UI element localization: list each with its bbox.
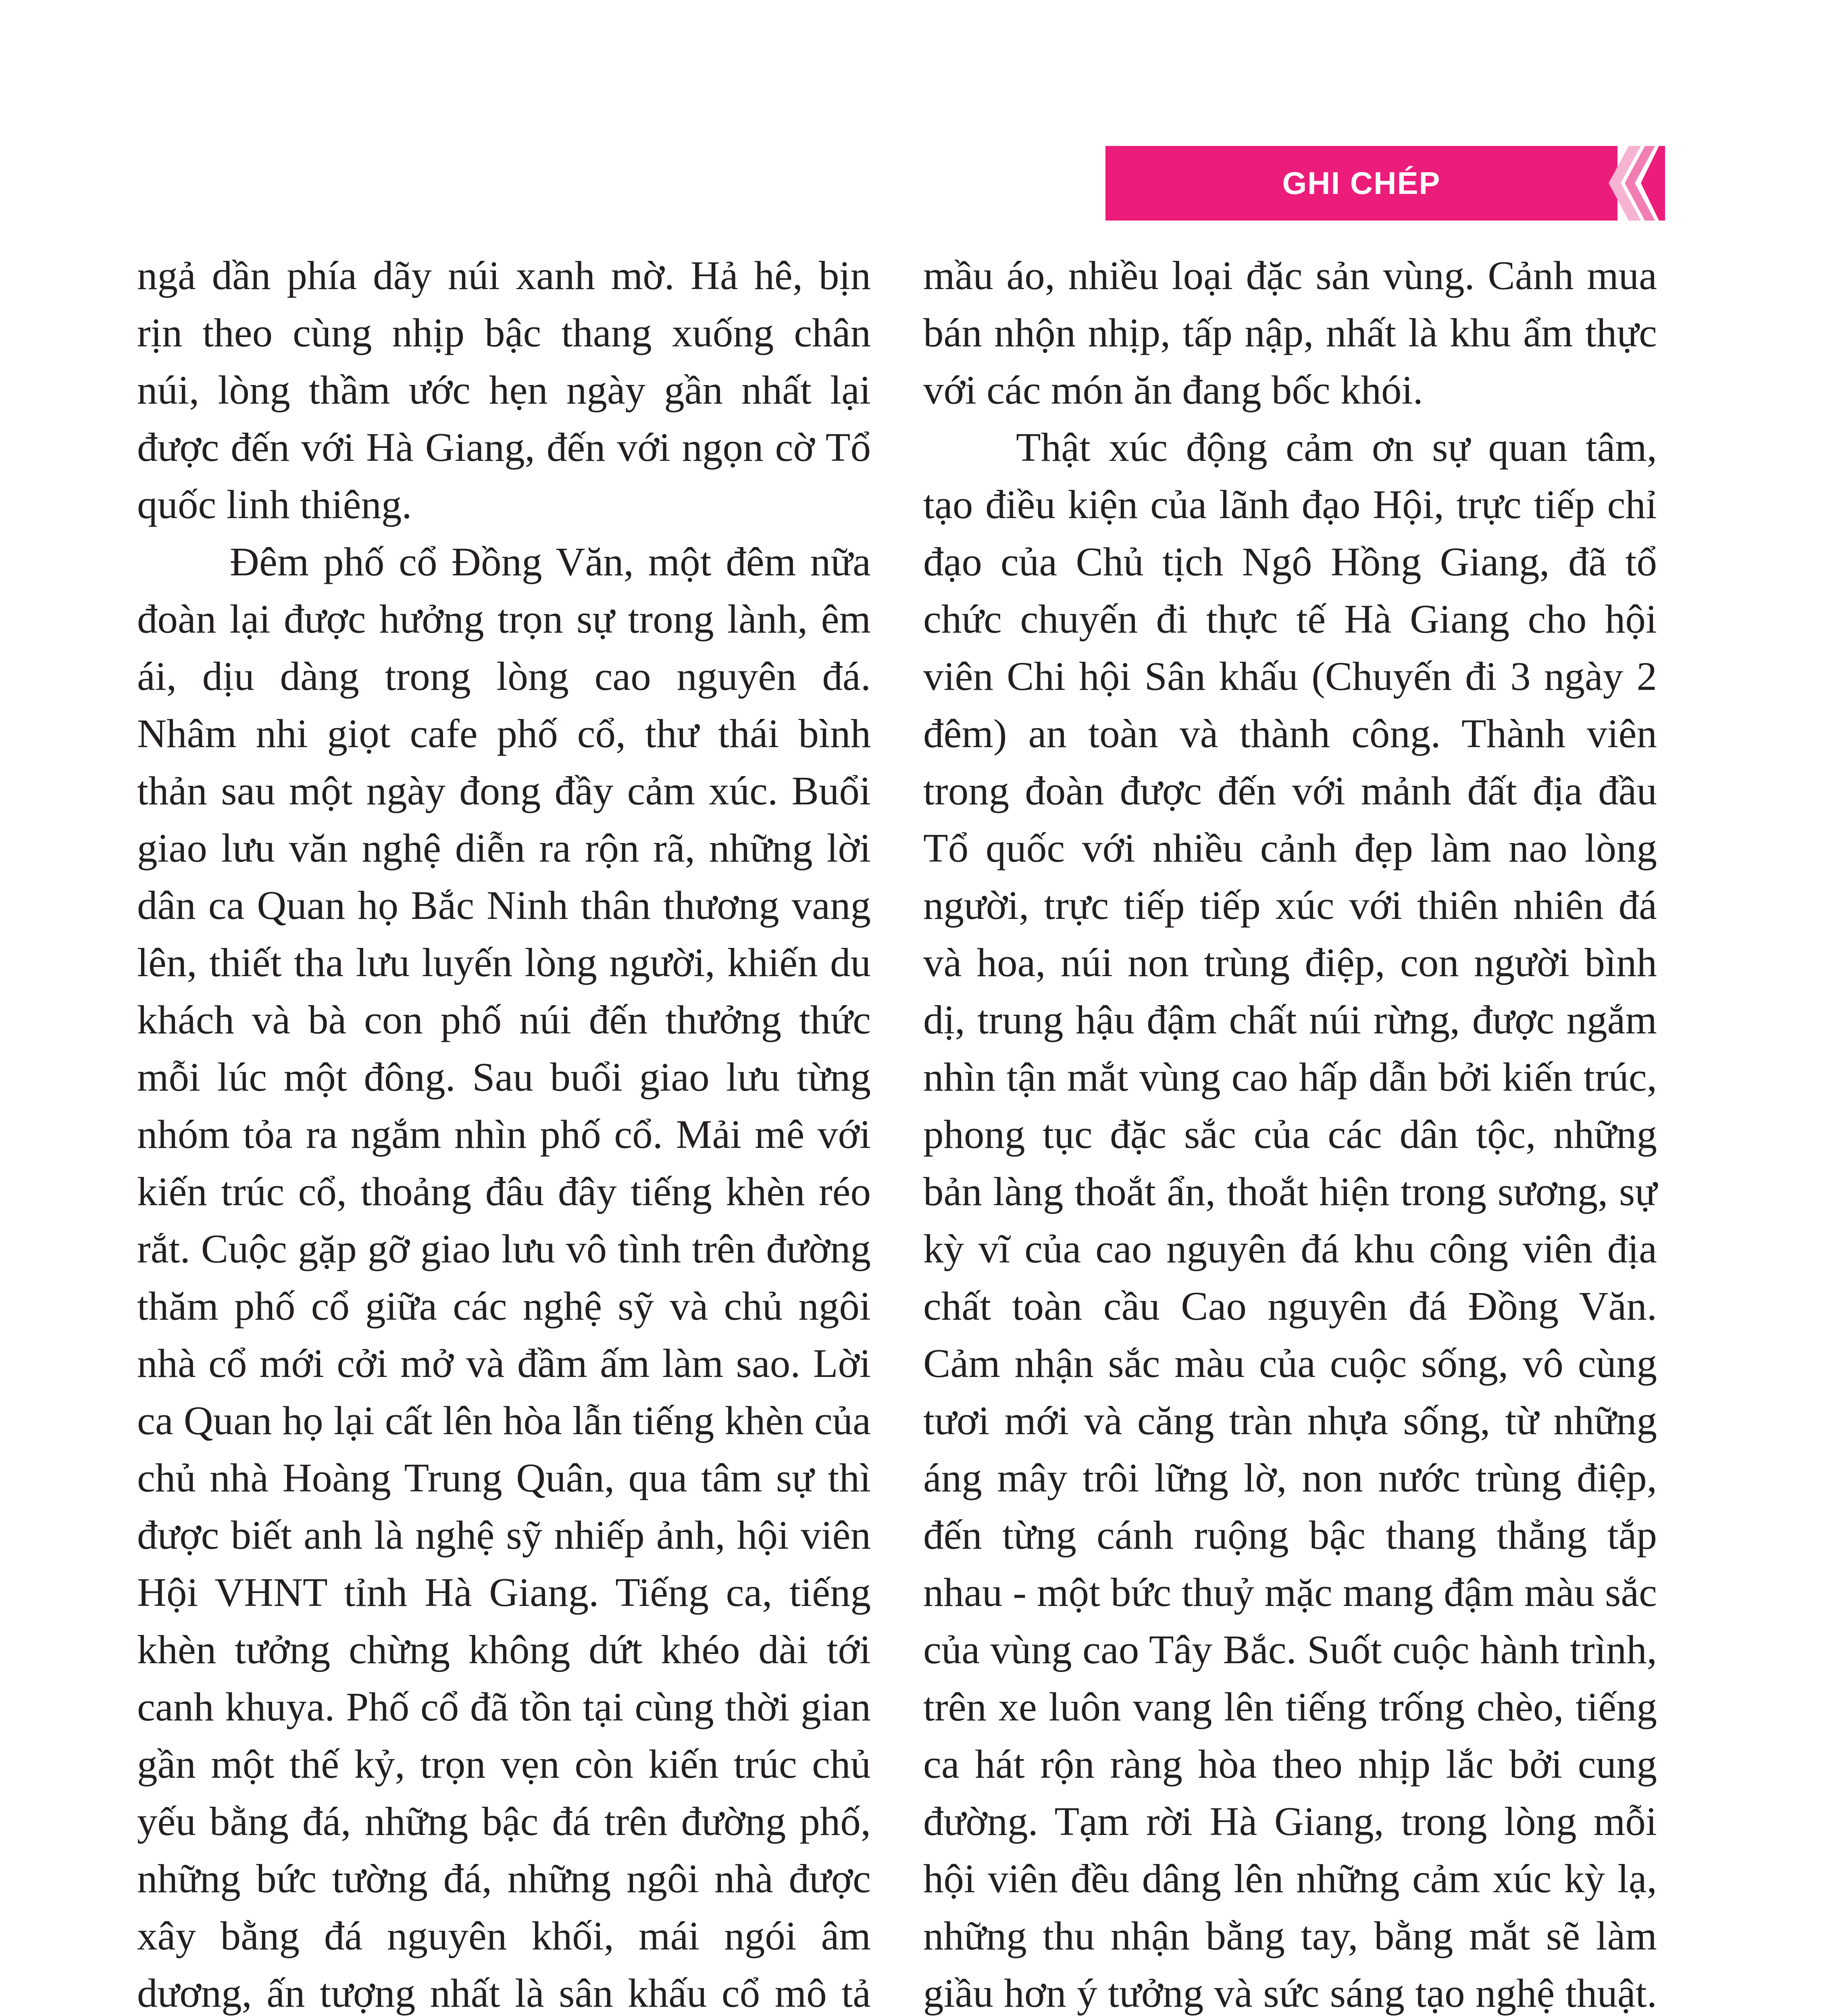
paragraph-4-text: Thật xúc động cảm ơn sự quan tâm, tạo điều kiện của lãnh đạo Hội, trực tiếp chỉ đạo của Chủ tịch Ngô Hồng Giang, đã tổ chức chuyến đi thực tế Hà Giang cho hội viên Chi hội Sân khấu (Chuyến đi 3 ngày 2 đêm) an toàn và thành công. Thành viên trong đoàn được đến với mảnh đất địa đầu Tổ quốc với nhiều cảnh đẹp làm nao lòng người, trực tiếp tiếp xúc với thiên nhiên đá và hoa, núi non trùng điệp, con người bình dị, trung hậu đậm chất núi rừng, được ngắm nhìn tận mắt vùng cao hấp dẫn bởi kiến trúc, phong tục đặc sắc của các dân tộc, những bản làng thoắt ẩn, thoắt hiện trong sương, sự kỳ vĩ của cao nguyên đá khu công viên địa chất toàn cầu Cao nguyên đá Đồng Văn. Cảm nhận sắc màu của cuộc sống, vô cùng tươi mới và căng tràn nhựa sống, từ những áng mây trôi lững lờ, non nước trùng điệp, đến từng cánh ruộng bậc thang thẳng tắp nhau - một bức thuỷ mặc mang đậm màu sắc của vùng cao Tây Bắc. Suốt cuộc hành trình, trên xe luôn vang lên tiếng trống chèo, tiếng ca hát rộn ràng hòa theo nhịp lắc bởi cung đường. Tạm rời Hà Giang, trong lòng mỗi hội viên đều dâng lên những cảm xúc kỳ lạ, những thu nhận bằng tay, bằng mắt sẽ làm giầu hơn ý tưởng và sức sáng tạo nghệ thuật. — [923, 425, 1657, 2016]
paragraph-3: mầu áo, nhiều loại đặc sản vùng. Cảnh mua bán nhộn nhịp, tấp nập, nhất là khu ẩm thực với các món ăn đang bốc khói. — [923, 253, 1657, 412]
section-label: GHI CHÉP — [1282, 165, 1441, 201]
chevron-decoration-icon — [1580, 146, 1665, 221]
left-column — [137, 247, 871, 2016]
section-tab — [1105, 146, 1617, 221]
paragraph-4 — [923, 419, 1657, 2016]
paragraph-2: Đêm phố cổ Đồng Văn, một đêm nữa đoàn lại được hưởng trọn sự trong lành, êm ái, dịu dàng trong lòng cao nguyên đá. Nhâm nhi giọt cafe phố cổ, thư thái bình thản sau một ngày đong đầy cảm xúc. Buổi giao lưu văn nghệ diễn ra rộn rã, những lời dân ca Quan họ Bắc Ninh thân thương vang lên, thiết tha lưu luyến lòng người, khiến du khách và bà con phố núi đến thưởng thức mỗi lúc một đông. Sau buổi giao lưu từng nhóm tỏa ra ngắm nhìn phố cổ. Mải mê với kiến trúc cổ, thoảng đâu đây tiếng khèn réo rắt. Cuộc gặp gỡ giao lưu vô tình trên đường thăm phố cổ giữa các nghệ sỹ và chủ ngôi nhà cổ mới cởi mở và đầm ấm làm sao. Lời ca Quan họ lại cất lên hòa lẫn tiếng khèn của chủ nhà Hoàng Trung Quân, qua tâm sự thì được biết anh là nghệ sỹ nhiếp ảnh, hội viên Hội VHNT tỉnh Hà Giang. Tiếng ca, tiếng khèn tưởng chừng không dứt khéo dài tới canh khuya. Phố cổ đã tồn tại cùng thời gian gần một thế kỷ, trọn vẹn còn kiến trúc chủ yếu bằng đá, những bậc đá trên đường phố, những bức tường đá, những ngôi nhà được xây bằng đá nguyên khối, mái ngói âm dương, ấn tượng nhất là sân khấu cổ mô tả — [137, 539, 871, 2016]
paragraph-1: ngả dần phía dãy núi xanh mờ. Hả hê, bịn rịn theo cùng nhịp bậc thang xuống chân núi, lòng thầm ước hẹn ngày gần nhất lại được đến với Hà Giang, đến với ngọn cờ Tổ quốc linh thiêng. — [137, 253, 871, 527]
right-column — [923, 247, 1657, 2016]
